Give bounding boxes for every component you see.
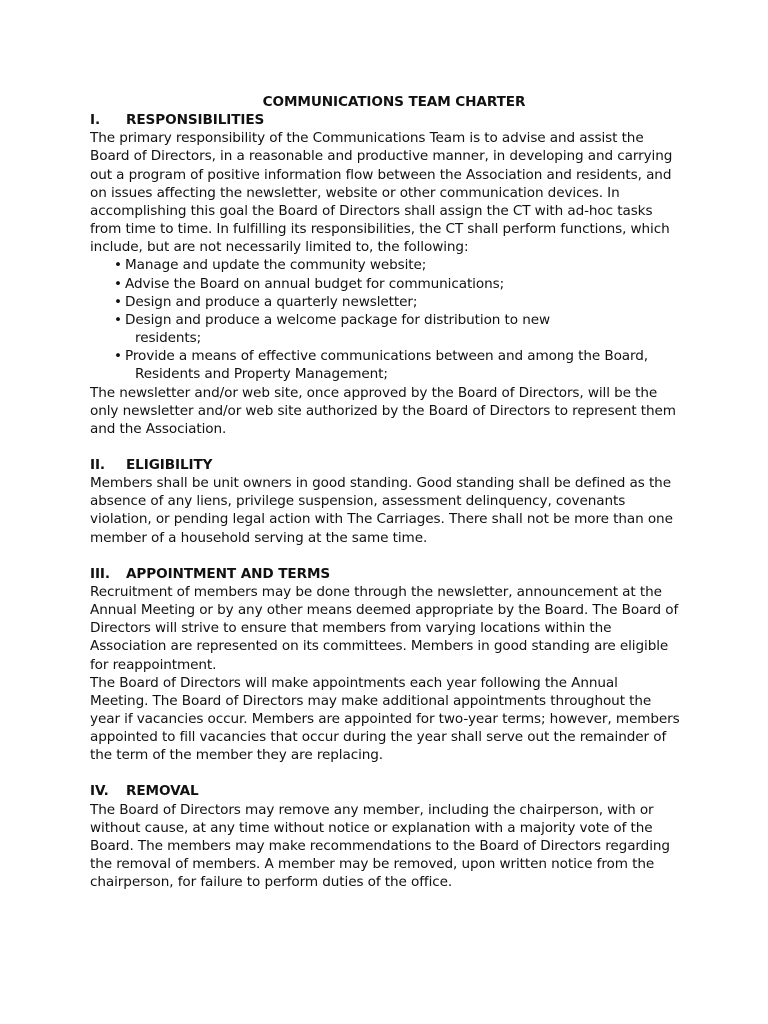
bullet-icon: • xyxy=(114,348,122,365)
bullet-icon: • xyxy=(114,257,122,274)
appointment-paragraph-1: Recruitment of members may be done through the newsletter, announcement at the Annual Meeting or by any other means deemed appropriate by the Board. The Board of Directors will strive to ensure that members from varying locations within the Association are represented on its committees. Members in good standing are eligible for reappointment. xyxy=(90,583,679,673)
list-item xyxy=(114,311,680,347)
section-heading-responsibilities xyxy=(90,111,680,129)
section-number: II. xyxy=(90,456,105,473)
list-item-continuation: residents; xyxy=(135,330,202,347)
list-item-text: Design and produce a welcome package for distribution to new xyxy=(125,311,550,328)
section-heading-removal xyxy=(90,782,680,800)
section-heading-eligibility xyxy=(90,456,680,474)
responsibilities-intro: The primary responsibility of the Communications Team is to advise and assist the Board of Directors, in a reasonable and productive manner, in developing and carrying out a program of positive information flow between the Association and residents, and on issues affecting the newsletter, website or other communication devices. In accomplishing this goal the Board of Directors shall assign the CT with ad-hoc tasks from time to time. In fulfilling its responsibilities, the CT shall perform functions, which include, but are not necessarily limited to, the following: xyxy=(90,130,673,256)
section-title: ELIGIBILITY xyxy=(126,456,213,473)
section-eligibility xyxy=(90,456,680,547)
section-number: IV. xyxy=(90,783,109,800)
section-number: III. xyxy=(90,565,110,582)
list-item xyxy=(114,293,680,311)
list-item xyxy=(114,275,680,293)
section-removal xyxy=(90,782,680,891)
removal-text: The Board of Directors may remove any member, including the chairperson, with or without cause, at any time without notice or explanation with a majority vote of the Board. The members may make recommendations to the Board of Directors regarding the removal of members. A member may be removed, upon written notice from the chairperson, for failure to perform duties of the office. xyxy=(90,801,670,891)
list-item xyxy=(114,347,680,383)
document-page xyxy=(90,93,680,891)
section-title: REMOVAL xyxy=(126,783,199,800)
bullet-icon: • xyxy=(114,293,122,310)
section-heading-appointment xyxy=(90,565,680,583)
section-number: I. xyxy=(90,112,101,129)
list-item-text: Advise the Board on annual budget for communications; xyxy=(125,275,505,292)
section-title: APPOINTMENT AND TERMS xyxy=(126,565,331,582)
list-item-continuation: Residents and Property Management; xyxy=(135,366,388,383)
list-item-text: Provide a means of effective communications between and among the Board, xyxy=(125,348,649,365)
section-responsibilities xyxy=(90,111,680,438)
list-item xyxy=(114,256,680,274)
bullet-icon: • xyxy=(114,311,122,328)
document-title: COMMUNICATIONS TEAM CHARTER xyxy=(262,94,526,110)
section-title: RESPONSIBILITIES xyxy=(126,112,265,129)
eligibility-text: Members shall be unit owners in good standing. Good standing shall be defined as the absence of any liens, privilege suspension, assessment delinquency, covenants violation, or pending legal action with The Carriages. There shall not be more than one member of a household serving at the same time. xyxy=(90,475,673,546)
list-item-text: Design and produce a quarterly newsletter; xyxy=(125,293,418,310)
responsibilities-list xyxy=(90,256,680,383)
responsibilities-closing: The newsletter and/or web site, once approved by the Board of Directors, will be the only newsletter and/or web site authorized by the Board of Directors to represent them and the Association. xyxy=(90,384,676,437)
list-item-text: Manage and update the community website; xyxy=(125,257,427,274)
appointment-paragraph-2: The Board of Directors will make appointments each year following the Annual Meeting. The Board of Directors may make additional appointments throughout the year if vacancies occur. Members are appointed for two-year terms; however, members appointed to fill vacancies that occur during the year shall serve out the remainder of the term of the member they are replacing. xyxy=(90,674,680,764)
section-appointment xyxy=(90,565,680,765)
bullet-icon: • xyxy=(114,275,122,292)
